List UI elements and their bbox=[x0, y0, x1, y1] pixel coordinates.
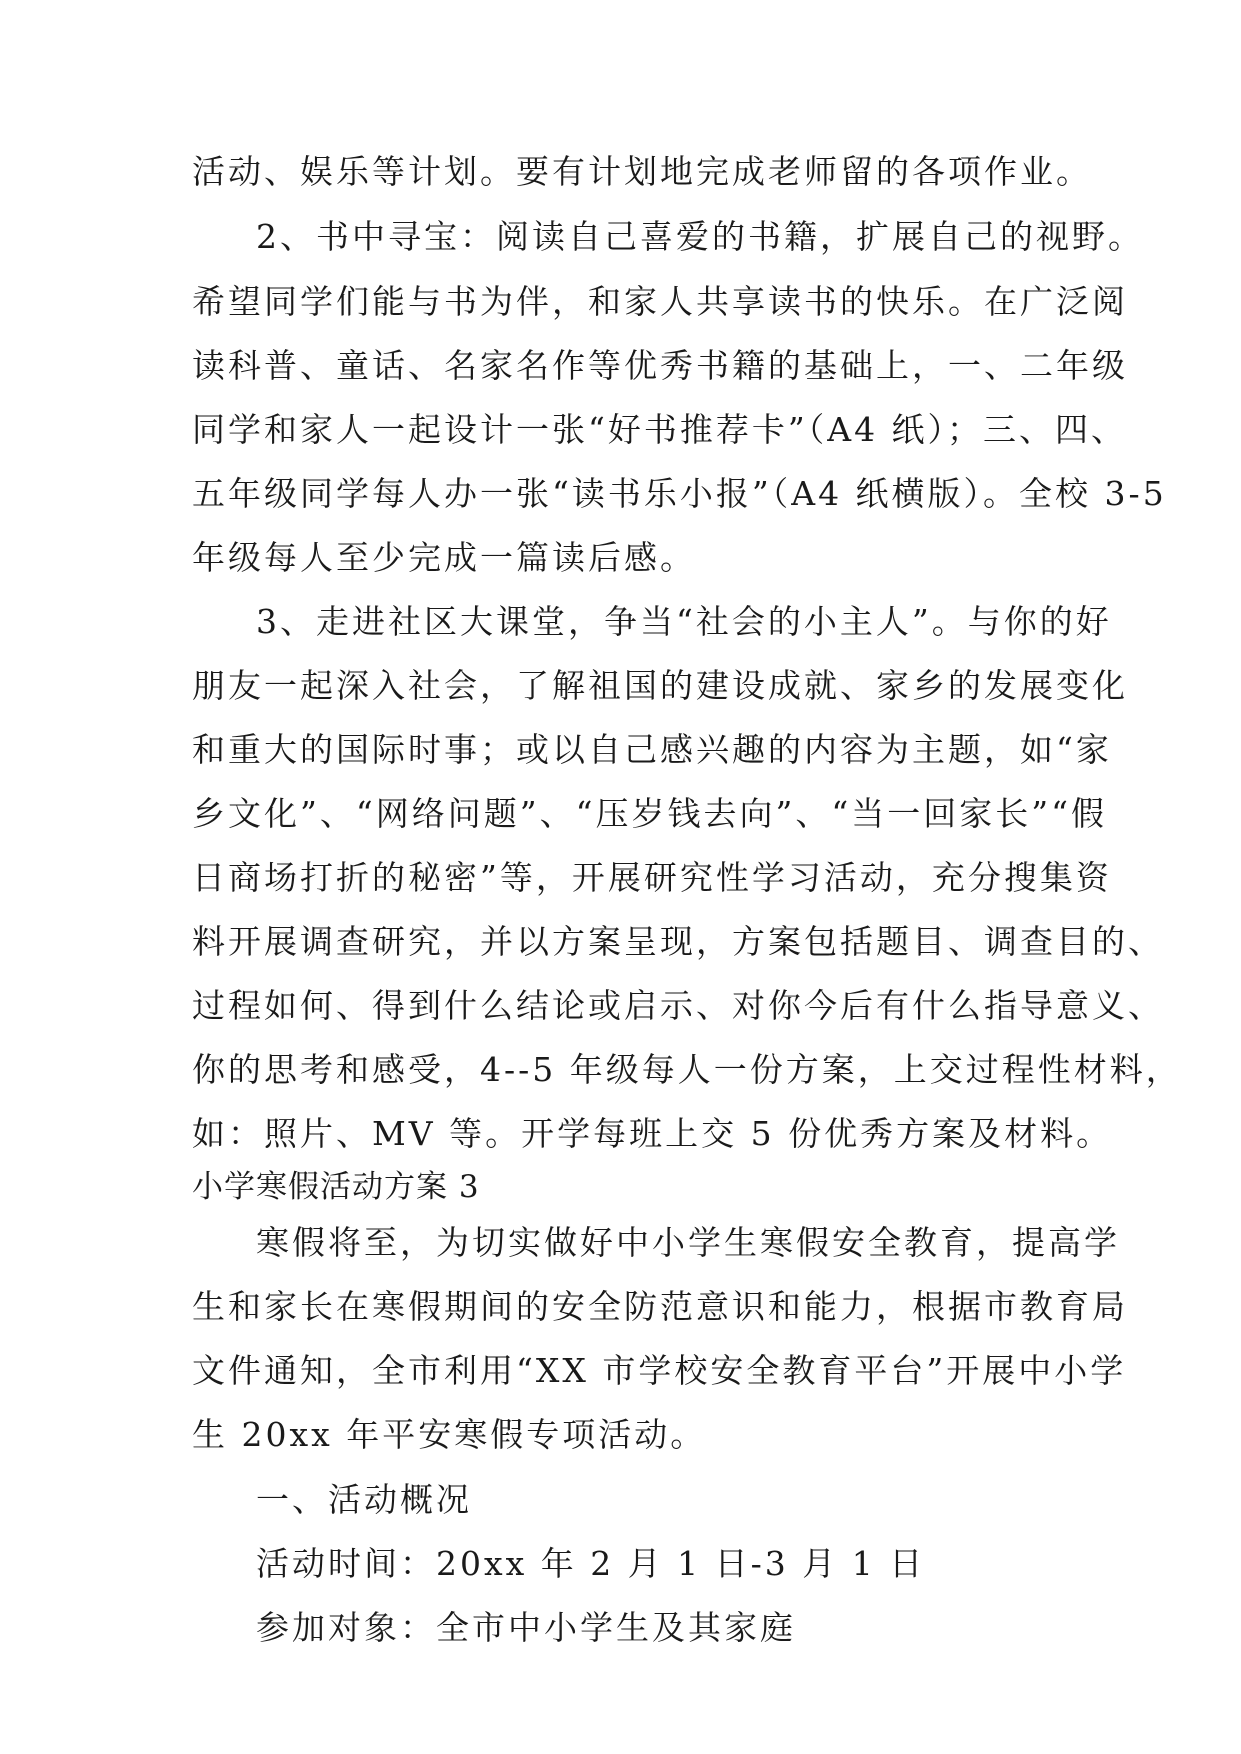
text-line: 朋友一起深入社会，了解祖国的建设成就、家乡的发展变化 bbox=[192, 666, 1128, 705]
section-heading: 小学寒假活动方案 3 bbox=[192, 1169, 480, 1205]
text-line: 活动、娱乐等计划。要有计划地完成老师留的各项作业。 bbox=[192, 152, 1092, 191]
text-line: 活动时间：20xx 年 2 月 1 日-3 月 1 日 bbox=[256, 1544, 926, 1583]
text-line: 年级每人至少完成一篇读后感。 bbox=[192, 538, 696, 577]
text-line: 日商场打折的秘密”等，开展研究性学习活动，充分搜集资 bbox=[192, 858, 1112, 897]
text-line: 你的思考和感受，4--5 年级每人一份方案，上交过程性材料， bbox=[192, 1050, 1182, 1089]
text-line: 寒假将至，为切实做好中小学生寒假安全教育，提高学 bbox=[256, 1223, 1120, 1262]
text-line: 同学和家人一起设计一张“好书推荐卡”（A4 纸）；三、四、 bbox=[192, 410, 1128, 449]
text-line: 乡文化”、“网络问题”、“压岁钱去向”、“当一回家长”“假 bbox=[192, 794, 1107, 833]
text-line: 五年级同学每人办一张“读书乐小报”（A4 纸横版）。全校 3-5 bbox=[192, 474, 1167, 513]
text-line: 读科普、童话、名家名作等优秀书籍的基础上，一、二年级 bbox=[192, 346, 1128, 385]
text-line: 和重大的国际时事；或以自己感兴趣的内容为主题，如“家 bbox=[192, 730, 1112, 769]
text-line: 生和家长在寒假期间的安全防范意识和能力，根据市教育局 bbox=[192, 1287, 1128, 1326]
subheading: 一、活动概况 bbox=[256, 1480, 472, 1519]
text-line: 生 20xx 年平安寒假专项活动。 bbox=[192, 1415, 707, 1454]
text-line: 3、走进社区大课堂，争当“社会的小主人”。与你的好 bbox=[256, 602, 1112, 641]
text-line: 过程如何、得到什么结论或启示、对你今后有什么指导意义、 bbox=[192, 986, 1164, 1025]
text-line: 2、书中寻宝：阅读自己喜爱的书籍，扩展自己的视野。 bbox=[256, 217, 1144, 256]
text-line: 参加对象：全市中小学生及其家庭 bbox=[256, 1608, 796, 1647]
text-line: 料开展调查研究，并以方案呈现，方案包括题目、调查目的、 bbox=[192, 922, 1164, 961]
text-line: 希望同学们能与书为伴，和家人共享读书的快乐。在广泛阅 bbox=[192, 282, 1128, 321]
text-line: 文件通知，全市利用“XX 市学校安全教育平台”开展中小学 bbox=[192, 1351, 1127, 1390]
text-line: 如：照片、MV 等。开学每班上交 5 份优秀方案及材料。 bbox=[192, 1114, 1113, 1153]
